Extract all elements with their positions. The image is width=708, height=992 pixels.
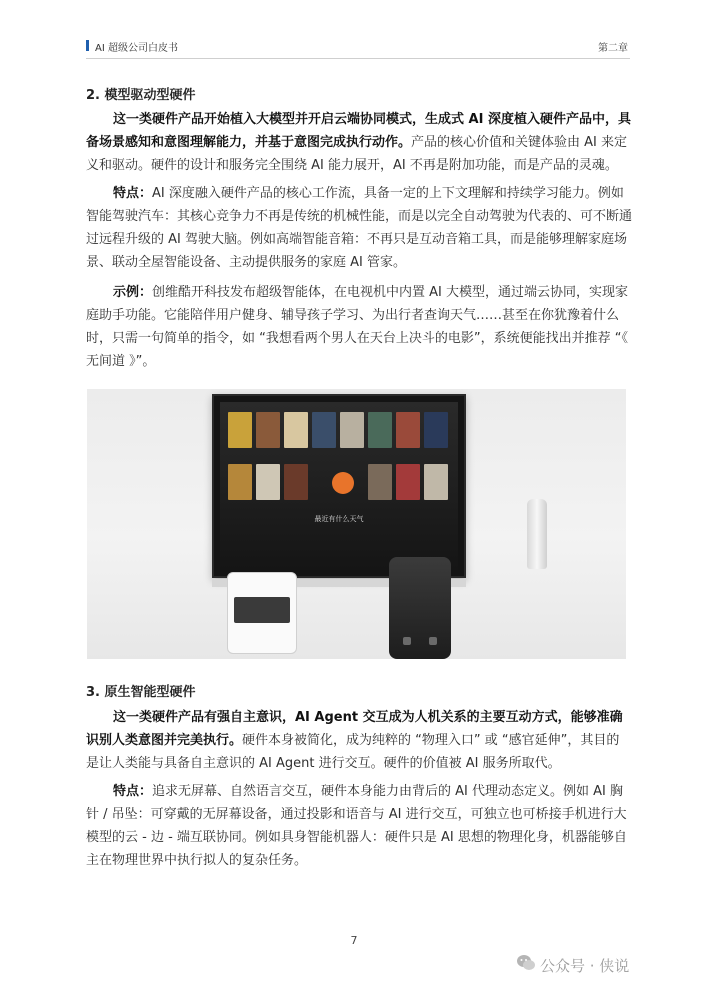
movie-poster: [424, 464, 448, 500]
page-number: 7: [350, 934, 358, 947]
movie-poster: [228, 412, 252, 448]
section-2-paragraph-3: [86, 281, 632, 373]
movie-poster: [340, 412, 364, 448]
movie-poster: [368, 412, 392, 448]
movie-poster: [368, 464, 392, 500]
page-header: [86, 38, 630, 59]
section-2-p2-label: 特点：: [113, 186, 153, 201]
header-chapter: 第二章: [598, 43, 628, 54]
section-3-title: 3. 原生智能型硬件: [86, 685, 196, 700]
product-photo: [87, 389, 626, 659]
section-3-p1-text: 硬件本身被简化，成为纯粹的 “物理入口” 或 “感官延伸”，其目的是让人类能与具备自主意识的 AI Agent 进行交互。硬件的价值被 AI 服务所取代。: [86, 733, 620, 771]
section-2-title: 2. 模型驱动型硬件: [86, 88, 196, 103]
movie-poster: [256, 464, 280, 500]
section-2-p2-text: AI 深度融入硬件产品的核心工作流，具备一定的上下文理解和持续学习能力。例如智能驾驶汽车：其核心竞争力不再是传统的机械性能，而是以完全自动驾驶为代表的、可不断通过远程升级的 AI 驾驶大脑。例如高端智能音箱：不再只是互动音箱工具，而是能够理解家庭场景、联动全屋智能设备、主动提供服务的家庭 AI 管家。: [86, 186, 633, 270]
section-3-p2-text: 追求无屏幕、自然语言交互，硬件本身能力由背后的 AI 代理动态定义。例如 AI 胸针 / 吊坠：可穿戴的无屏幕设备，通过投影和语音与 AI 进行交互，可独立也可桥接手机进行大模型的云 - 边 - 端互联协同。例如具身智能机器人：硬件只是 AI 思想的物理化身，机器能够自主在物理世界中执行拟人的复杂任务。: [86, 784, 627, 868]
movie-poster: [228, 464, 252, 500]
movie-poster: [424, 412, 448, 448]
movie-poster: [312, 412, 336, 448]
section-2-p1-text: 产品的核心价值和关键体验由 AI 来定义和驱动。硬件的设计和服务完全围绕 AI 能力展开，AI 不再是附加功能，而是产品的灵魂。: [86, 135, 628, 173]
section-3-paragraph-1: [86, 706, 632, 775]
phone-screen: [234, 597, 290, 623]
tv-voice-caption: 最近有什么天气: [314, 515, 364, 523]
speaker-button: [429, 637, 437, 645]
movie-poster: [284, 464, 308, 500]
decorative-vase: [527, 499, 547, 569]
voice-assistant-mic-icon: [332, 472, 354, 494]
smart-tv-image: [212, 394, 466, 578]
movie-poster: [256, 412, 280, 448]
movie-poster: [284, 412, 308, 448]
wechat-icon: [516, 953, 536, 973]
watermark-text: 公众号 · 侠说: [540, 957, 630, 975]
speaker-button: [403, 637, 411, 645]
smartphone-image: [227, 572, 297, 654]
section-3-paragraph-2: [86, 780, 632, 872]
header-accent-bar: [86, 40, 89, 51]
movie-poster: [396, 464, 420, 500]
section-3-p2-label: 特点：: [113, 784, 153, 799]
header-title: AI 超级公司白皮书: [95, 43, 178, 54]
smart-speaker-image: [389, 557, 451, 659]
tv-screen: [220, 402, 458, 570]
section-2-p3-text: 创维酷开科技发布超级智能体，在电视机中内置 AI 大模型，通过端云协同，实现家庭助手功能。它能陪伴用户健身、辅导孩子学习、为出行者查询天气……甚至在你犹豫着什么时，只需一句简单的指令，如 “我想看两个男人在天台上决斗的电影”，系统便能找出并推荐 “《 无间道 》”。: [86, 285, 629, 369]
section-2-p3-label: 示例：: [113, 285, 153, 300]
section-2-paragraph-2: [86, 182, 632, 274]
section-2-p1-emphasis: 这一类硬件产品开始植入大模型并开启云端协同模式，生成式 AI 深度植入硬件产品中，具备场景感知和意图理解能力，并基于意图完成执行动作。: [86, 112, 631, 150]
movie-poster: [396, 412, 420, 448]
section-2-paragraph-1: [86, 108, 632, 177]
section-3-p1-emphasis: 这一类硬件产品有强自主意识，AI Agent 交互成为人机关系的主要互动方式，能够准确识别人类意图并完美执行。: [86, 710, 623, 748]
